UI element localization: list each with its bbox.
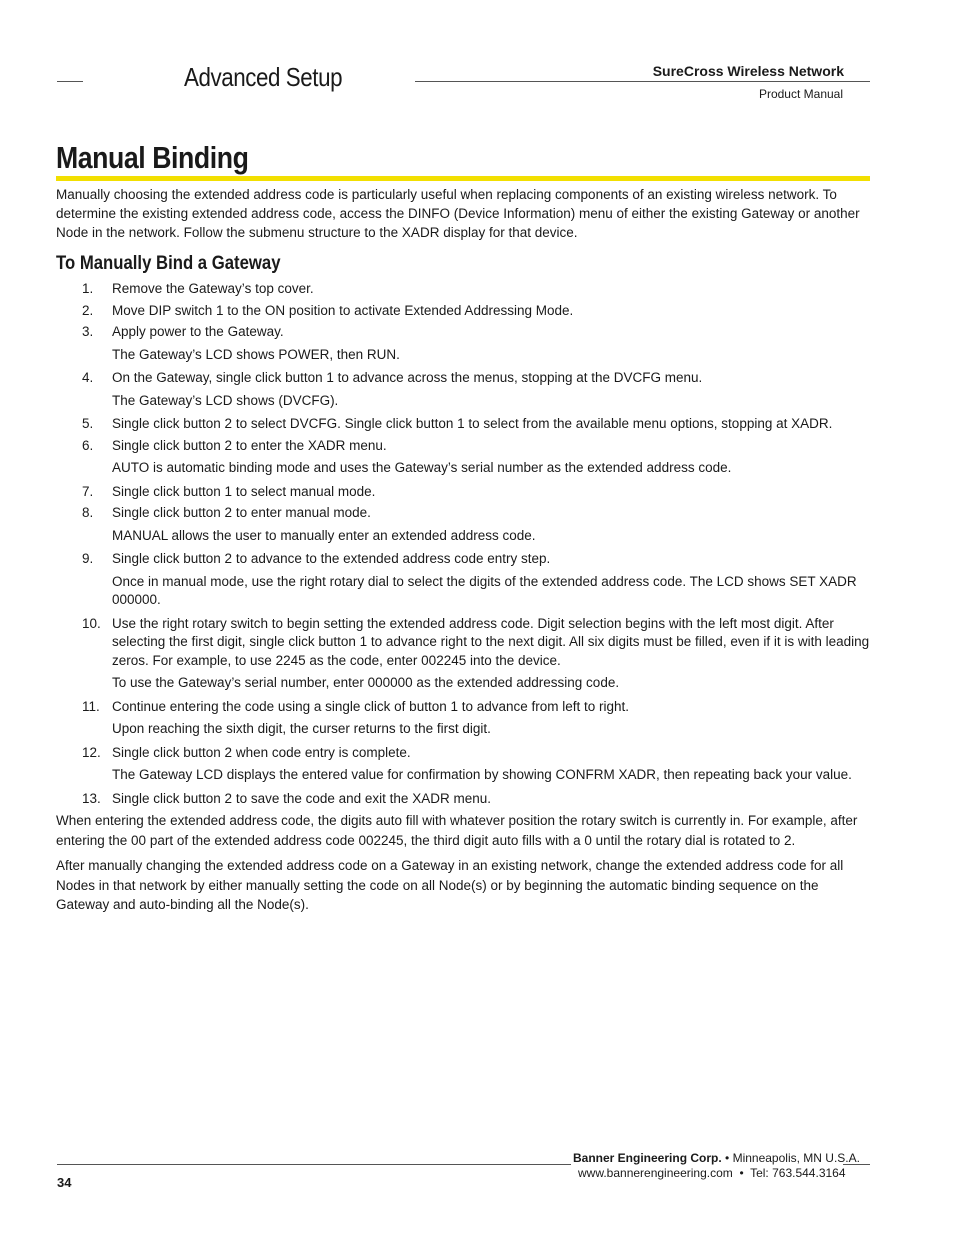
step-note: The Gateway LCD displays the entered value for confirmation by showing CONFRM XADR, then repeating back your value. (112, 767, 852, 782)
bullet-separator: • (725, 1151, 730, 1165)
step-text: Remove the Gateway’s top cover. (112, 281, 314, 296)
footer-rule-left (57, 1164, 571, 1165)
company-location: Minneapolis, MN U.S.A. (732, 1151, 860, 1165)
step-item (56, 744, 870, 785)
bullet-separator: • (739, 1166, 744, 1180)
step-note: Once in manual mode, use the right rotary dial to select the digits of the extended address code. The LCD shows SET XADR 000000. (112, 573, 857, 607)
step-item (56, 550, 870, 610)
step-item (56, 483, 870, 502)
step-text: Move DIP switch 1 to the ON position to activate Extended Addressing Mode. (112, 302, 574, 318)
step-number: 11. (82, 698, 100, 714)
page-number: 34 (57, 1175, 72, 1190)
step-number: 4. (82, 370, 94, 385)
product-name: SureCross Wireless Network (652, 63, 844, 79)
step-text: Single click button 2 when code entry is complete. (112, 744, 411, 760)
step-text: Single click button 2 to save the code and exit the XADR menu. (112, 790, 491, 806)
step-text: Continue entering the code using a single click of button 1 to advance from left to right. (112, 698, 630, 714)
step-number: 7. (82, 483, 94, 499)
phone-number: Tel: 763.544.3164 (750, 1166, 846, 1180)
step-item (56, 615, 870, 693)
header-rule-left (57, 81, 83, 82)
step-number: 6. (82, 437, 94, 453)
step-text: Single click button 2 to enter manual mode. (112, 505, 371, 520)
step-item (56, 323, 870, 364)
website-link[interactable]: www.bannerengineering.com (578, 1166, 733, 1180)
step-number: 3. (82, 324, 94, 339)
step-number: 5. (82, 416, 94, 431)
footer-company-line (573, 1151, 860, 1165)
footer-contact-line (578, 1166, 846, 1180)
step-number: 1. (82, 281, 94, 296)
procedure-heading: To Manually Bind a Gateway (56, 253, 281, 274)
step-note: AUTO is automatic binding mode and uses the Gateway’s serial number as the extended address code. (112, 460, 732, 475)
step-item (56, 369, 870, 410)
step-note: Upon reaching the sixth digit, the curser returns to the first digit. (112, 721, 491, 736)
step-item (56, 415, 870, 434)
step-item (56, 437, 870, 478)
step-note: The Gateway’s LCD shows POWER, then RUN. (112, 346, 400, 362)
step-text: Single click button 2 to select DVCFG. Single click button 1 to select from the available menu options, stopping at XADR. (112, 416, 833, 431)
step-text: Single click button 1 to select manual mode. (112, 483, 376, 499)
step-note: The Gateway’s LCD shows (DVCFG). (112, 392, 339, 408)
step-item (56, 790, 870, 809)
step-text: On the Gateway, single click button 1 to advance across the menus, stopping at the DVCFG menu. (112, 370, 703, 385)
title-underline-bar (56, 176, 870, 181)
step-item (56, 504, 870, 545)
step-number: 10. (82, 615, 101, 631)
closing-paragraph: When entering the extended address code, the digits auto fill with whatever position the rotary switch is currently in. For example, after entering the 00 part of the extended address code 002245, the third digit auto fills with a 0 until the rotary dial is rotated to 2. (56, 813, 858, 848)
section-title: Advanced Setup (184, 62, 343, 92)
step-number: 12. (82, 744, 101, 760)
step-item (56, 698, 870, 739)
step-number: 9. (82, 551, 94, 566)
step-note: MANUAL allows the user to manually enter an extended address code. (112, 527, 536, 543)
step-item (56, 302, 870, 321)
step-text: Single click button 2 to enter the XADR menu. (112, 437, 387, 453)
procedure-steps (56, 280, 870, 915)
step-number: 13. (82, 790, 101, 806)
step-note: To use the Gateway’s serial number, enter 000000 as the extended addressing code. (112, 675, 620, 690)
document-type: Product Manual (758, 87, 843, 101)
step-number: 2. (82, 302, 94, 318)
step-number: 8. (82, 505, 94, 520)
page-title: Manual Binding (56, 140, 249, 175)
header-rule-right (415, 81, 870, 82)
step-item (56, 280, 870, 299)
step-text: Use the right rotary switch to begin setting the extended address code. Digit selection begins with the left most digit. After selecting the first digit, single click button 1 to advance right to the next digit. All six digits must be filled, even if it is with leading zeros. For example, to use 2245 as the code, enter 002245 into the device. (112, 615, 870, 668)
closing-paragraph: After manually changing the extended address code on a Gateway in an existing network, change the extended address code for all Nodes in that network by either manually setting the code on all Node(s) or by beginning the automatic binding sequence on the Gateway and auto-binding all the Node(s). (56, 858, 844, 912)
company-name: Banner Engineering Corp. (573, 1151, 722, 1165)
intro-paragraph: Manually choosing the extended address code is particularly useful when replacing components of an existing wireless network. To determine the existing extended address code, access the DINFO (Device Information) menu of either the existing Gateway or another Node in the network. Follow the submenu structure to the XADR display for that device. (56, 187, 860, 240)
step-text: Apply power to the Gateway. (112, 324, 284, 339)
step-text: Single click button 2 to advance to the extended address code entry step. (112, 551, 551, 566)
